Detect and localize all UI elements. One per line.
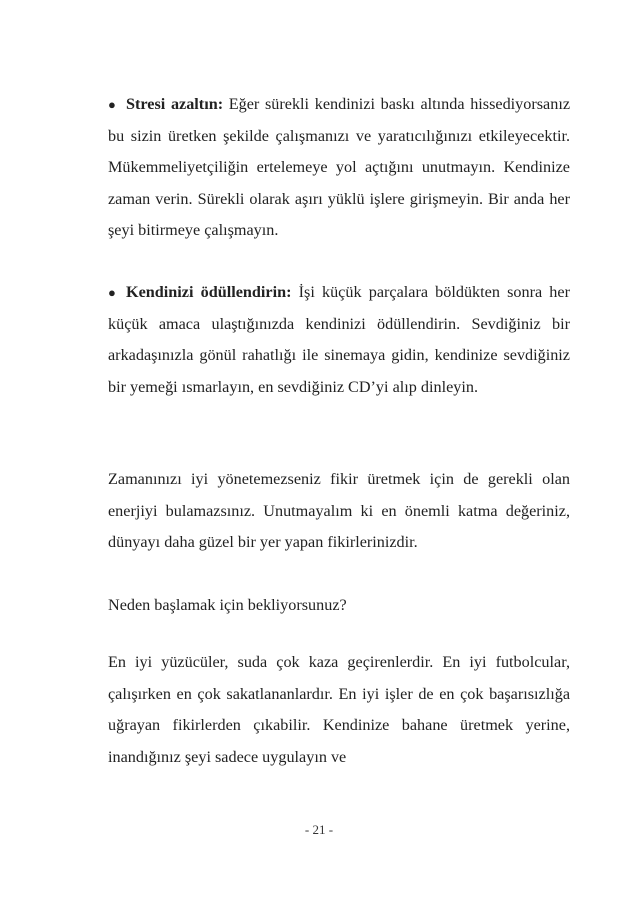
- bullet-text: İşi küçük parçalara böldükten sonra her küçük amaca ulaştığınızda kendinizi ödüllendirin. Sevdiğiniz bir arkadaşınızla gönül rahatlığı ile sinemaya gidin, kendinize sevdiğiniz bir yemeği ısmarlayın, en sevdiğiniz CD’yi alıp dinleyin.: [108, 283, 570, 396]
- paragraph-text: En iyi yüzücüler, suda çok kaza geçirenlerdir. En iyi futbolcular, çalışırken en çok sakatlananlardır. En iyi işler de en çok başarısızlığa uğrayan fikirlerden çıkabilir. Kendinize bahane üretmek yerine, inandığınız şeyi sadece uygulayın ve: [108, 653, 570, 766]
- bullet-icon: ●: [108, 285, 116, 300]
- paragraph-time-management: [108, 464, 570, 559]
- bullet-paragraph: [108, 277, 570, 403]
- paragraph-text: Neden başlamak için bekliyorsunuz?: [108, 596, 347, 614]
- paragraph-swimmers: [108, 647, 570, 773]
- bullet-item-stress: [108, 89, 570, 247]
- bullet-text: Eğer sürekli kendinizi baskı altında hissediyorsanız bu sizin üretken şekilde çalışmanızı ve yaratıcılığınızı etkileyecektir. Mükemmeliyetçiliğin ertelemeye yol açtığını unutmayın. Kendinize zaman verin. Sürekli olarak aşırı yüklü işlere girişmeyin. Bir anda her şeyi bitirmeye çalışmayın.: [108, 95, 570, 239]
- bullet-title: Kendinizi ödüllendirin:: [126, 283, 292, 301]
- paragraph-text: Zamanınızı iyi yönetemezseniz fikir üretmek için de gerekli olan enerjiyi bulamazsınız. Unutmayalım ki en önemli katma değeriniz, dünyayı daha güzel bir yer yapan fikirlerinizdir.: [108, 470, 570, 551]
- bullet-title: Stresi azaltın:: [126, 95, 224, 113]
- page-number: - 21 -: [304, 822, 334, 837]
- bullet-item-reward: [108, 277, 570, 403]
- bullet-paragraph: [108, 89, 570, 247]
- bullet-icon: ●: [108, 97, 116, 112]
- paragraph-question: [108, 590, 570, 622]
